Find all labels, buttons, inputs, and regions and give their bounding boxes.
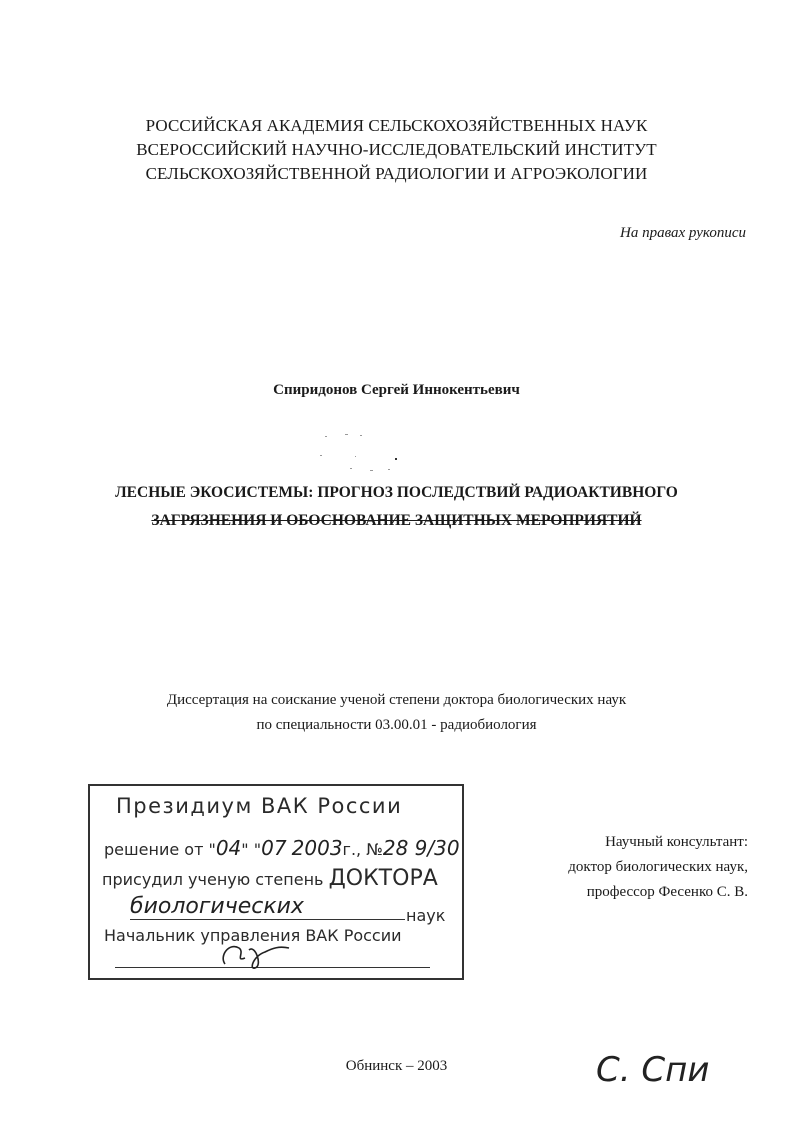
consultant-degree: доктор биологических наук, — [568, 859, 748, 875]
decision-number: 28 9/30 — [382, 836, 460, 860]
city-year: Обнинск – 2003 — [345, 1058, 448, 1074]
title-line-2: ЗАГРЯЗНЕНИЯ И ОБОСНОВАНИЕ ЗАЩИТНЫХ МЕРОПРИЯТИЙ — [151, 512, 642, 529]
consultant-label: Научный консультант: — [605, 834, 748, 850]
institution-line-1: РОССИЙСКАЯ АКАДЕМИЯ СЕЛЬСКОХОЗЯЙСТВЕННЫХ НАУК — [145, 116, 648, 135]
manuscript-note: На правах рукописи — [620, 225, 746, 241]
field-suffix: наук — [406, 906, 446, 925]
head-label: Начальник управления ВАК России — [104, 926, 402, 945]
decision-year-suffix: г., № — [342, 840, 383, 859]
stamp-heading: Президиум ВАК России — [116, 794, 403, 818]
institution-line-2: ВСЕРОССИЙСКИЙ НАУЧНО-ИССЛЕДОВАТЕЛЬСКИЙ ИНСТИТУТ — [136, 140, 657, 159]
stamp-awarded-line — [102, 866, 438, 891]
dissertation-line-1: Диссертация на соискание ученой степени доктора биологических наук — [166, 692, 627, 708]
consultant-name: профессор Фесенко С. В. — [586, 884, 748, 900]
decision-month: 07 — [261, 836, 287, 860]
dissertation-line-2: по специальности 03.00.01 - радиобиология — [256, 717, 537, 733]
degree: ДОКТОРА — [328, 866, 438, 891]
decision-year: 2003 — [291, 836, 343, 860]
author-signature: С. Спи — [596, 1050, 710, 1090]
title-line-1: ЛЕСНЫЕ ЭКОСИСТЕМЫ: ПРОГНОЗ ПОСЛЕДСТВИЙ РАДИОАКТИВНОГО — [115, 484, 678, 501]
stamp-decision-line — [104, 836, 460, 860]
field-handwritten: биологических — [130, 894, 405, 920]
scan-noise — [300, 428, 420, 478]
official-signature — [215, 936, 295, 972]
decision-prefix: решение от " — [104, 840, 216, 859]
institution-line-3: СЕЛЬСКОХОЗЯЙСТВЕННОЙ РАДИОЛОГИИ И АГРОЭКОЛОГИИ — [145, 164, 648, 183]
awarded-prefix: присудил ученую степень — [102, 870, 324, 889]
vak-stamp — [88, 784, 464, 980]
decision-sep: " " — [241, 840, 262, 859]
decision-day: 04 — [215, 836, 242, 860]
author-name: Спиридонов Сергей Иннокентьевич — [273, 382, 520, 398]
